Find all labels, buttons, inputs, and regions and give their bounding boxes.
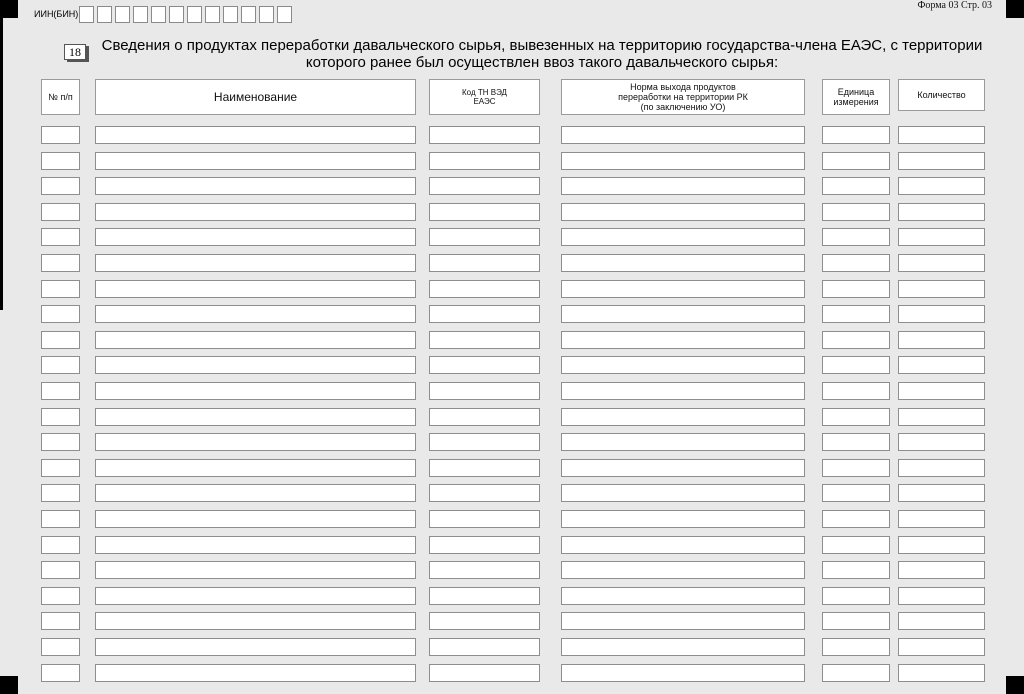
row-18-name-input[interactable] xyxy=(95,561,416,579)
row-8-name-input[interactable] xyxy=(95,305,416,323)
column-header-label: Количество xyxy=(917,90,966,100)
row-8-norm-input[interactable] xyxy=(561,305,805,323)
row-22-norm-input[interactable] xyxy=(561,664,805,682)
row-14-unit-input[interactable] xyxy=(822,459,890,477)
iin-digit-cell[interactable] xyxy=(187,6,202,23)
row-11-norm-input[interactable] xyxy=(561,382,805,400)
row-13-norm-input[interactable] xyxy=(561,433,805,451)
row-22-qty-input[interactable] xyxy=(898,664,985,682)
row-8-code-input[interactable] xyxy=(429,305,540,323)
row-17-code-input[interactable] xyxy=(429,536,540,554)
section-number: 18 xyxy=(64,44,86,60)
registration-mark-bottom-left xyxy=(0,676,18,694)
row-5-name-input[interactable] xyxy=(95,228,416,246)
row-2-code-input[interactable] xyxy=(429,152,540,170)
row-5-unit-input[interactable] xyxy=(822,228,890,246)
row-19-no-input[interactable] xyxy=(41,587,80,605)
row-21-qty-input[interactable] xyxy=(898,638,985,656)
row-5-code-input[interactable] xyxy=(429,228,540,246)
row-11-unit-input[interactable] xyxy=(822,382,890,400)
row-19-norm-input[interactable] xyxy=(561,587,805,605)
iin-label: ИИН(БИН) xyxy=(34,9,79,19)
row-13-unit-input[interactable] xyxy=(822,433,890,451)
row-20-qty-input[interactable] xyxy=(898,612,985,630)
iin-digit-cell[interactable] xyxy=(205,6,220,23)
row-1-unit-input[interactable] xyxy=(822,126,890,144)
row-16-no-input[interactable] xyxy=(41,510,80,528)
row-18-unit-input[interactable] xyxy=(822,561,890,579)
row-9-code-input[interactable] xyxy=(429,331,540,349)
row-10-name-input[interactable] xyxy=(95,356,416,374)
column-header-no xyxy=(41,79,80,115)
form-reference: Форма 03 Стр. 03 xyxy=(917,0,992,11)
row-6-name-input[interactable] xyxy=(95,254,416,272)
row-16-name-input[interactable] xyxy=(95,510,416,528)
row-15-qty-input[interactable] xyxy=(898,484,985,502)
row-18-no-input[interactable] xyxy=(41,561,80,579)
row-22-unit-input[interactable] xyxy=(822,664,890,682)
row-14-no-input[interactable] xyxy=(41,459,80,477)
column-header-name xyxy=(95,79,416,115)
row-8-no-input[interactable] xyxy=(41,305,80,323)
row-20-name-input[interactable] xyxy=(95,612,416,630)
column-header-norm xyxy=(561,79,805,115)
left-edge-bar xyxy=(0,0,3,310)
row-15-unit-input[interactable] xyxy=(822,484,890,502)
row-19-qty-input[interactable] xyxy=(898,587,985,605)
row-9-norm-input[interactable] xyxy=(561,331,805,349)
row-3-unit-input[interactable] xyxy=(822,177,890,195)
row-13-qty-input[interactable] xyxy=(898,433,985,451)
row-4-code-input[interactable] xyxy=(429,203,540,221)
row-8-qty-input[interactable] xyxy=(898,305,985,323)
row-4-qty-input[interactable] xyxy=(898,203,985,221)
row-19-unit-input[interactable] xyxy=(822,587,890,605)
column-header-label: Единица измерения xyxy=(833,87,879,107)
iin-digit-cell[interactable] xyxy=(259,6,274,23)
iin-digit-cell[interactable] xyxy=(115,6,130,23)
row-10-norm-input[interactable] xyxy=(561,356,805,374)
row-16-unit-input[interactable] xyxy=(822,510,890,528)
row-18-qty-input[interactable] xyxy=(898,561,985,579)
row-22-code-input[interactable] xyxy=(429,664,540,682)
row-7-norm-input[interactable] xyxy=(561,280,805,298)
row-3-norm-input[interactable] xyxy=(561,177,805,195)
row-1-qty-input[interactable] xyxy=(898,126,985,144)
row-10-qty-input[interactable] xyxy=(898,356,985,374)
row-6-unit-input[interactable] xyxy=(822,254,890,272)
row-10-no-input[interactable] xyxy=(41,356,80,374)
row-7-code-input[interactable] xyxy=(429,280,540,298)
column-header-label: Код ТН ВЭД ЕАЭС xyxy=(462,88,507,106)
row-5-no-input[interactable] xyxy=(41,228,80,246)
row-9-qty-input[interactable] xyxy=(898,331,985,349)
row-5-qty-input[interactable] xyxy=(898,228,985,246)
column-header-qty xyxy=(898,79,985,111)
row-3-no-input[interactable] xyxy=(41,177,80,195)
row-15-no-input[interactable] xyxy=(41,484,80,502)
row-12-no-input[interactable] xyxy=(41,408,80,426)
row-15-norm-input[interactable] xyxy=(561,484,805,502)
column-header-label: Норма выхода продуктов переработки на территории РК (по заключению УО) xyxy=(618,82,748,112)
row-1-norm-input[interactable] xyxy=(561,126,805,144)
row-21-no-input[interactable] xyxy=(41,638,80,656)
row-3-name-input[interactable] xyxy=(95,177,416,195)
iin-digit-cell[interactable] xyxy=(241,6,256,23)
registration-mark-bottom-right xyxy=(1006,676,1024,694)
row-12-norm-input[interactable] xyxy=(561,408,805,426)
row-13-code-input[interactable] xyxy=(429,433,540,451)
row-14-norm-input[interactable] xyxy=(561,459,805,477)
row-6-norm-input[interactable] xyxy=(561,254,805,272)
row-12-code-input[interactable] xyxy=(429,408,540,426)
row-9-no-input[interactable] xyxy=(41,331,80,349)
row-22-name-input[interactable] xyxy=(95,664,416,682)
row-6-no-input[interactable] xyxy=(41,254,80,272)
row-14-name-input[interactable] xyxy=(95,459,416,477)
row-2-qty-input[interactable] xyxy=(898,152,985,170)
row-17-qty-input[interactable] xyxy=(898,536,985,554)
row-9-unit-input[interactable] xyxy=(822,331,890,349)
row-16-norm-input[interactable] xyxy=(561,510,805,528)
row-21-unit-input[interactable] xyxy=(822,638,890,656)
row-13-no-input[interactable] xyxy=(41,433,80,451)
row-10-unit-input[interactable] xyxy=(822,356,890,374)
row-14-code-input[interactable] xyxy=(429,459,540,477)
row-13-name-input[interactable] xyxy=(95,433,416,451)
row-12-unit-input[interactable] xyxy=(822,408,890,426)
iin-digit-cell[interactable] xyxy=(133,6,148,23)
row-17-unit-input[interactable] xyxy=(822,536,890,554)
iin-digit-cell[interactable] xyxy=(223,6,238,23)
row-4-unit-input[interactable] xyxy=(822,203,890,221)
row-11-name-input[interactable] xyxy=(95,382,416,400)
row-4-name-input[interactable] xyxy=(95,203,416,221)
section-title: Сведения о продуктах переработки давальческого сырья, вывезенных на территорию государства-члена ЕАЭС, с территории которого ранее был осуществлен ввоз такого давальческого сырья: xyxy=(101,37,983,71)
row-6-qty-input[interactable] xyxy=(898,254,985,272)
row-11-no-input[interactable] xyxy=(41,382,80,400)
row-7-qty-input[interactable] xyxy=(898,280,985,298)
row-21-name-input[interactable] xyxy=(95,638,416,656)
column-header-label: Наименование xyxy=(213,89,298,104)
row-3-qty-input[interactable] xyxy=(898,177,985,195)
row-20-code-input[interactable] xyxy=(429,612,540,630)
column-header-label: № п/п xyxy=(48,92,73,102)
iin-digit-cell[interactable] xyxy=(169,6,184,23)
row-5-norm-input[interactable] xyxy=(561,228,805,246)
row-17-name-input[interactable] xyxy=(95,536,416,554)
row-15-code-input[interactable] xyxy=(429,484,540,502)
row-20-norm-input[interactable] xyxy=(561,612,805,630)
row-3-code-input[interactable] xyxy=(429,177,540,195)
row-12-name-input[interactable] xyxy=(95,408,416,426)
iin-field xyxy=(34,4,295,24)
registration-mark-top-right xyxy=(1006,0,1024,18)
iin-digit-cell[interactable] xyxy=(151,6,166,23)
row-12-qty-input[interactable] xyxy=(898,408,985,426)
row-22-no-input[interactable] xyxy=(41,664,80,682)
row-2-name-input[interactable] xyxy=(95,152,416,170)
row-2-unit-input[interactable] xyxy=(822,152,890,170)
row-15-name-input[interactable] xyxy=(95,484,416,502)
row-21-code-input[interactable] xyxy=(429,638,540,656)
row-4-no-input[interactable] xyxy=(41,203,80,221)
row-21-norm-input[interactable] xyxy=(561,638,805,656)
row-2-no-input[interactable] xyxy=(41,152,80,170)
row-1-code-input[interactable] xyxy=(429,126,540,144)
row-8-unit-input[interactable] xyxy=(822,305,890,323)
row-2-norm-input[interactable] xyxy=(561,152,805,170)
row-14-qty-input[interactable] xyxy=(898,459,985,477)
column-header-unit xyxy=(822,79,890,115)
row-7-no-input[interactable] xyxy=(41,280,80,298)
row-11-qty-input[interactable] xyxy=(898,382,985,400)
row-16-code-input[interactable] xyxy=(429,510,540,528)
row-6-code-input[interactable] xyxy=(429,254,540,272)
iin-digit-cell[interactable] xyxy=(277,6,292,23)
row-1-name-input[interactable] xyxy=(95,126,416,144)
row-17-norm-input[interactable] xyxy=(561,536,805,554)
row-7-unit-input[interactable] xyxy=(822,280,890,298)
iin-cells xyxy=(79,6,295,23)
iin-digit-cell[interactable] xyxy=(97,6,112,23)
row-19-code-input[interactable] xyxy=(429,587,540,605)
row-17-no-input[interactable] xyxy=(41,536,80,554)
row-20-unit-input[interactable] xyxy=(822,612,890,630)
row-10-code-input[interactable] xyxy=(429,356,540,374)
row-19-name-input[interactable] xyxy=(95,587,416,605)
row-18-norm-input[interactable] xyxy=(561,561,805,579)
row-4-norm-input[interactable] xyxy=(561,203,805,221)
iin-digit-cell[interactable] xyxy=(79,6,94,23)
row-20-no-input[interactable] xyxy=(41,612,80,630)
column-header-code xyxy=(429,79,540,115)
row-18-code-input[interactable] xyxy=(429,561,540,579)
row-16-qty-input[interactable] xyxy=(898,510,985,528)
row-7-name-input[interactable] xyxy=(95,280,416,298)
row-11-code-input[interactable] xyxy=(429,382,540,400)
row-9-name-input[interactable] xyxy=(95,331,416,349)
row-1-no-input[interactable] xyxy=(41,126,80,144)
